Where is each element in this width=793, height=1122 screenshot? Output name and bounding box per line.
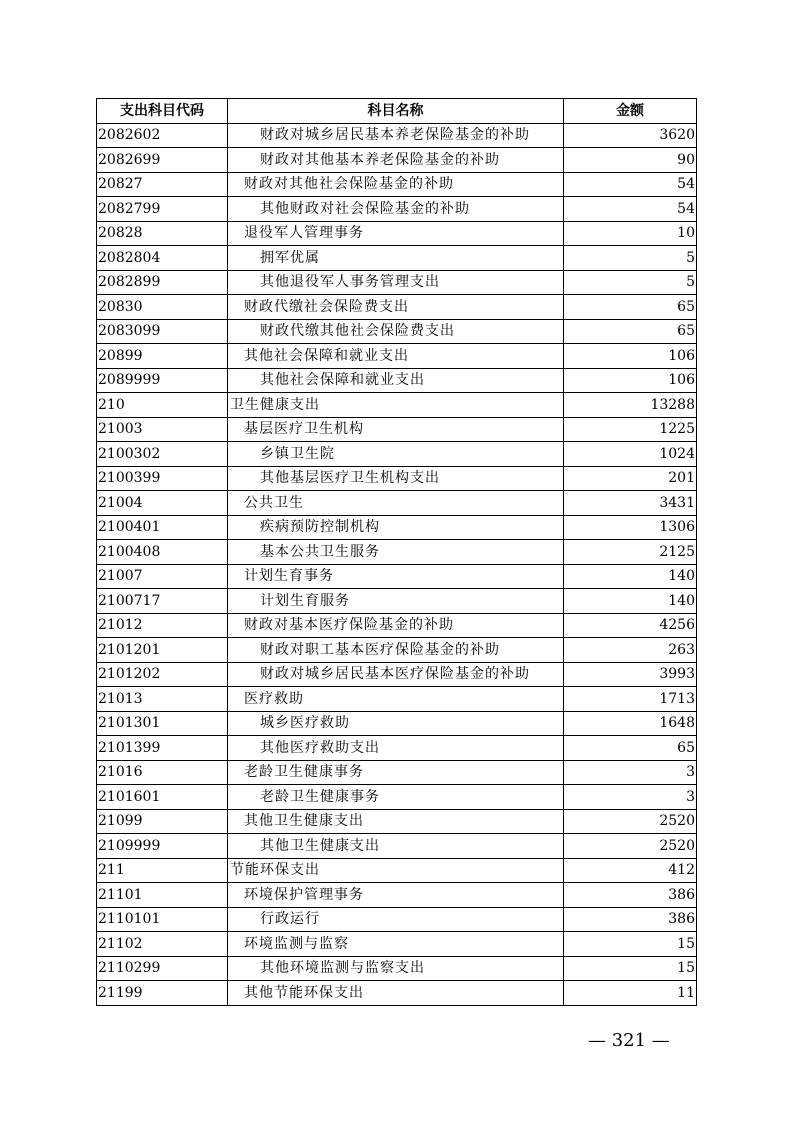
account-name-cell: 拥军优属 xyxy=(228,246,564,271)
account-name-cell: 其他基层医疗卫生机构支出 xyxy=(228,466,564,491)
amount-cell: 10 xyxy=(564,221,697,246)
account-code-cell: 20828 xyxy=(97,221,228,246)
account-code-cell: 21016 xyxy=(97,760,228,785)
account-code-cell: 20899 xyxy=(97,344,228,369)
amount-cell: 3 xyxy=(564,785,697,810)
account-name-cell: 财政对其他社会保险基金的补助 xyxy=(228,172,564,197)
amount-cell: 3620 xyxy=(564,123,697,148)
account-name-cell: 其他卫生健康支出 xyxy=(228,834,564,859)
amount-cell: 3431 xyxy=(564,491,697,516)
table-header-row xyxy=(97,99,697,124)
amount-cell: 15 xyxy=(564,956,697,981)
amount-cell: 65 xyxy=(564,319,697,344)
table-row xyxy=(97,687,697,712)
account-code-cell: 21102 xyxy=(97,932,228,957)
account-name-cell: 其他环境监测与监察支出 xyxy=(228,956,564,981)
account-name-cell: 其他卫生健康支出 xyxy=(228,809,564,834)
account-name-cell: 财政对职工基本医疗保险基金的补助 xyxy=(228,638,564,663)
budget-table xyxy=(96,98,697,1006)
account-code-cell: 21012 xyxy=(97,613,228,638)
account-code-cell: 21199 xyxy=(97,981,228,1006)
table-row xyxy=(97,417,697,442)
amount-cell: 1024 xyxy=(564,442,697,467)
account-name-cell: 公共卫生 xyxy=(228,491,564,516)
table-row xyxy=(97,760,697,785)
account-name-cell: 卫生健康支出 xyxy=(228,393,564,418)
table-row xyxy=(97,858,697,883)
table-row xyxy=(97,907,697,932)
account-code-cell: 20830 xyxy=(97,295,228,320)
amount-cell: 5 xyxy=(564,246,697,271)
account-code-cell: 2100401 xyxy=(97,515,228,540)
table-row xyxy=(97,197,697,222)
account-code-cell: 21099 xyxy=(97,809,228,834)
account-name-cell: 其他退役军人事务管理支出 xyxy=(228,270,564,295)
table-row xyxy=(97,883,697,908)
account-name-cell: 财政对基本医疗保险基金的补助 xyxy=(228,613,564,638)
amount-cell: 4256 xyxy=(564,613,697,638)
account-name-cell: 财政对城乡居民基本养老保险基金的补助 xyxy=(228,123,564,148)
amount-cell: 5 xyxy=(564,270,697,295)
account-name-cell: 其他社会保障和就业支出 xyxy=(228,344,564,369)
account-code-cell: 2083099 xyxy=(97,319,228,344)
table-row xyxy=(97,613,697,638)
account-name-cell: 疾病预防控制机构 xyxy=(228,515,564,540)
account-name-cell: 其他社会保障和就业支出 xyxy=(228,368,564,393)
table-row xyxy=(97,834,697,859)
header-amount: 金额 xyxy=(564,99,697,124)
table-row xyxy=(97,736,697,761)
account-code-cell: 2100717 xyxy=(97,589,228,614)
account-code-cell: 2101202 xyxy=(97,662,228,687)
table-row xyxy=(97,344,697,369)
table-row xyxy=(97,319,697,344)
account-name-cell: 其他医疗救助支出 xyxy=(228,736,564,761)
account-code-cell: 2101201 xyxy=(97,638,228,663)
account-code-cell: 2101399 xyxy=(97,736,228,761)
amount-cell: 386 xyxy=(564,907,697,932)
account-code-cell: 21003 xyxy=(97,417,228,442)
table-row xyxy=(97,393,697,418)
account-name-cell: 财政对城乡居民基本医疗保险基金的补助 xyxy=(228,662,564,687)
account-code-cell: 2100302 xyxy=(97,442,228,467)
table-row xyxy=(97,662,697,687)
amount-cell: 13288 xyxy=(564,393,697,418)
table-row xyxy=(97,123,697,148)
account-name-cell: 财政代缴其他社会保险费支出 xyxy=(228,319,564,344)
amount-cell: 65 xyxy=(564,736,697,761)
account-name-cell: 节能环保支出 xyxy=(228,858,564,883)
amount-cell: 106 xyxy=(564,368,697,393)
table-row xyxy=(97,295,697,320)
table-row xyxy=(97,466,697,491)
amount-cell: 201 xyxy=(564,466,697,491)
account-name-cell: 环境监测与监察 xyxy=(228,932,564,957)
account-code-cell: 2082899 xyxy=(97,270,228,295)
account-code-cell: 2100399 xyxy=(97,466,228,491)
account-name-cell: 乡镇卫生院 xyxy=(228,442,564,467)
amount-cell: 15 xyxy=(564,932,697,957)
account-code-cell: 2109999 xyxy=(97,834,228,859)
account-code-cell: 2082602 xyxy=(97,123,228,148)
account-code-cell: 2082799 xyxy=(97,197,228,222)
table-row xyxy=(97,981,697,1006)
amount-cell: 1306 xyxy=(564,515,697,540)
account-name-cell: 计划生育服务 xyxy=(228,589,564,614)
account-name-cell: 老龄卫生健康事务 xyxy=(228,760,564,785)
amount-cell: 3 xyxy=(564,760,697,785)
account-code-cell: 2101601 xyxy=(97,785,228,810)
table-row xyxy=(97,809,697,834)
page-number: — 321 — xyxy=(588,1030,670,1051)
table-row xyxy=(97,956,697,981)
table-row xyxy=(97,711,697,736)
amount-cell: 412 xyxy=(564,858,697,883)
table-row xyxy=(97,246,697,271)
table-row xyxy=(97,638,697,663)
account-name-cell: 其他财政对社会保险基金的补助 xyxy=(228,197,564,222)
amount-cell: 140 xyxy=(564,564,697,589)
amount-cell: 2125 xyxy=(564,540,697,565)
account-code-cell: 21013 xyxy=(97,687,228,712)
account-code-cell: 2082804 xyxy=(97,246,228,271)
table-row xyxy=(97,589,697,614)
table-row xyxy=(97,148,697,173)
account-code-cell: 2101301 xyxy=(97,711,228,736)
account-name-cell: 行政运行 xyxy=(228,907,564,932)
table-row xyxy=(97,785,697,810)
amount-cell: 54 xyxy=(564,197,697,222)
account-code-cell: 2082699 xyxy=(97,148,228,173)
table-row xyxy=(97,540,697,565)
amount-cell: 263 xyxy=(564,638,697,663)
amount-cell: 11 xyxy=(564,981,697,1006)
account-code-cell: 2110101 xyxy=(97,907,228,932)
account-code-cell: 21007 xyxy=(97,564,228,589)
table-row xyxy=(97,442,697,467)
account-name-cell: 财政代缴社会保险费支出 xyxy=(228,295,564,320)
account-name-cell: 退役军人管理事务 xyxy=(228,221,564,246)
amount-cell: 3993 xyxy=(564,662,697,687)
amount-cell: 65 xyxy=(564,295,697,320)
account-name-cell: 城乡医疗救助 xyxy=(228,711,564,736)
account-code-cell: 21101 xyxy=(97,883,228,908)
account-code-cell: 211 xyxy=(97,858,228,883)
account-name-cell: 其他节能环保支出 xyxy=(228,981,564,1006)
table-row xyxy=(97,368,697,393)
account-name-cell: 环境保护管理事务 xyxy=(228,883,564,908)
table-row xyxy=(97,932,697,957)
amount-cell: 90 xyxy=(564,148,697,173)
amount-cell: 2520 xyxy=(564,809,697,834)
table-row xyxy=(97,515,697,540)
amount-cell: 386 xyxy=(564,883,697,908)
amount-cell: 54 xyxy=(564,172,697,197)
account-code-cell: 210 xyxy=(97,393,228,418)
table-row xyxy=(97,172,697,197)
table-row xyxy=(97,270,697,295)
table-row xyxy=(97,491,697,516)
header-code: 支出科目代码 xyxy=(97,99,228,124)
amount-cell: 1648 xyxy=(564,711,697,736)
account-name-cell: 计划生育事务 xyxy=(228,564,564,589)
account-code-cell: 2100408 xyxy=(97,540,228,565)
table-row xyxy=(97,221,697,246)
table-body xyxy=(97,123,697,1005)
amount-cell: 106 xyxy=(564,344,697,369)
account-name-cell: 老龄卫生健康事务 xyxy=(228,785,564,810)
amount-cell: 1225 xyxy=(564,417,697,442)
table-row xyxy=(97,564,697,589)
account-name-cell: 基层医疗卫生机构 xyxy=(228,417,564,442)
account-name-cell: 医疗救助 xyxy=(228,687,564,712)
account-name-cell: 基本公共卫生服务 xyxy=(228,540,564,565)
account-code-cell: 20827 xyxy=(97,172,228,197)
header-name: 科目名称 xyxy=(228,99,564,124)
account-code-cell: 2110299 xyxy=(97,956,228,981)
amount-cell: 2520 xyxy=(564,834,697,859)
account-code-cell: 2089999 xyxy=(97,368,228,393)
account-code-cell: 21004 xyxy=(97,491,228,516)
amount-cell: 1713 xyxy=(564,687,697,712)
account-name-cell: 财政对其他基本养老保险基金的补助 xyxy=(228,148,564,173)
amount-cell: 140 xyxy=(564,589,697,614)
